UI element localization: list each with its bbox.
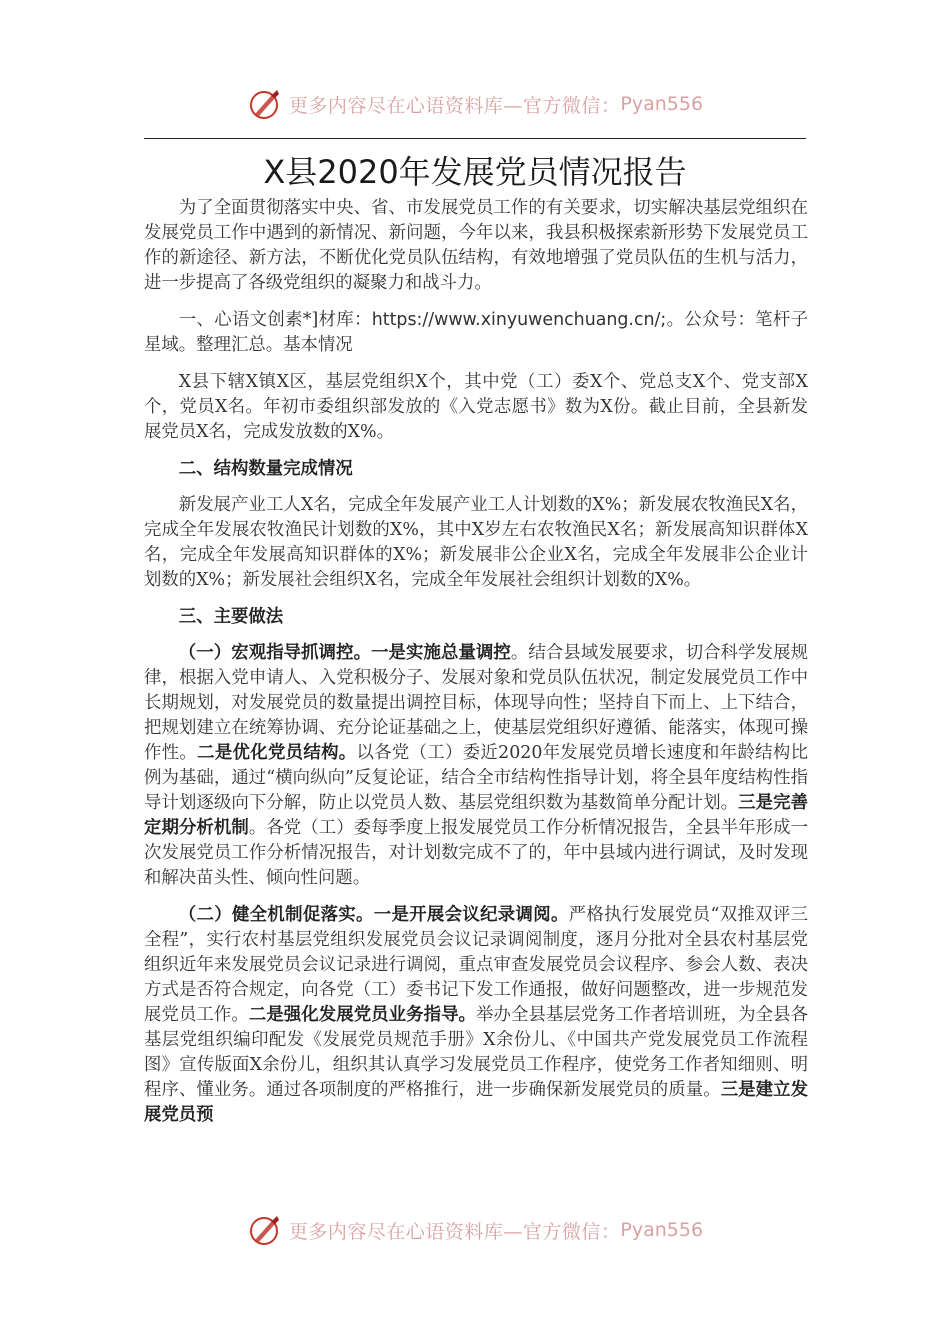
section3-heading: 三、主要做法	[178, 607, 284, 627]
p2-text-1: 严格执行发展党员“双推双评三全程”，实行农村基层党组织发展党员会议记录调阅制度，逐月分批对全县农村基层党组织近年来发展党员会议记录进行调阅，重点审查发展党员会议程序、参会人数、表决方式是否符合规定，向各党（工）委书记下发工作通报，做好问题整改，进一步规范发展党员工作。	[144, 905, 808, 1025]
p2-bold-2: 二是强化发展党员业务指导。	[248, 1005, 477, 1025]
section1-prefix: 一、心语文创素*]材库：	[178, 310, 372, 330]
brush-logo-icon	[247, 86, 283, 122]
section1-url[interactable]: https://www.xinyuwenchuang.cn/;	[371, 310, 667, 330]
p1-text-3: 。各党（工）委每季度上报发展党员工作分析情况报告，全县半年形成一次发展党员工作分析情况报告，对计划数完成不了的，年中县域内进行调试，及时发现和解决苗头性、倾向性问题。	[144, 818, 808, 888]
banner-text: 更多内容尽在心语资料库—官方微信：	[288, 94, 621, 117]
p1-text-2: 以各党（工）委近2020年发展党员增长速度和年龄结构比例为基础，通过“横向纵向”反复论证，结合全市结构性指导计划，将全县年度结构性指导计划逐级向下分解，防止以党员人数、基层党组织数为基数简单分配计划。	[144, 743, 808, 813]
section2-body: 新发展产业工人X名，完成全年发展产业工人计划数的X%；新发展农牧渔民X名，完成全年发展农牧渔民计划数的X%，其中X岁左右农牧渔民X名；新发展高知识群体X名，完成全年发展高知识群体的X%；新发展非公企业X名，完成全年发展非公企业计划数的X%；新发展社会组织X名，完成全年发展社会组织计划数的X%。	[144, 495, 808, 590]
section2-heading: 二、结构数量完成情况	[178, 459, 353, 479]
footer-banner	[0, 1210, 950, 1250]
intro-paragraph: 为了全面贯彻落实中央、省、市发展党员工作的有关要求，切实解决基层党组织在发展党员工作中遇到的新情况、新问题，今年以来，我县积极探索新形势下发展党员工作的新途径、新方法，不断优化党员队伍结构，有效地增强了党员队伍的生机与活力，进一步提高了各级党组织的凝聚力和战斗力。	[144, 198, 808, 293]
banner-text: 更多内容尽在心语资料库—官方微信：	[288, 1220, 621, 1243]
p2-bold-1: （二）健全机制促落实。一是开展会议纪录调阅。	[178, 905, 569, 925]
p1-bold-3: 三是完善定期分析机制	[144, 793, 808, 838]
section1-body: X县下辖X镇X区，基层党组织X个，其中党（工）委X个、党总支X个、党支部X个，党员X名。年初市委组织部发放的《入党志愿书》数为X份。截止目前，全县新发展党员X名，完成发放数的X%。	[144, 372, 808, 442]
p2-bold-3: 三是建立发展党员预	[144, 1080, 808, 1125]
p1-text-1: 。结合县域发展要求，切合科学发展规律，根据入党申请人、入党积极分子、发展对象和党员队伍状况，制定发展党员工作中长期规划，对发展党员的数量提出调控目标，体现导向性；坚持自下而上、上下结合，把规划建立在统筹协调、充分论证基础之上，使基层党组织好遵循、能落实，体现可操作性。	[144, 643, 808, 763]
brush-logo-icon	[247, 1212, 283, 1248]
p1-bold-2: 二是优化党员结构。	[197, 743, 357, 763]
banner-wechat-id: Pyan556	[620, 1219, 704, 1241]
p2-text-2: 举办全县基层党务工作者培训班，为全县各基层党组织编印配发《发展党员规范手册》X余份儿、《中国共产党发展党员工作流程图》宣传版面X余份儿，组织其认真学习发展党员工作程序，使党务工作者知细则、明程序、懂业务。通过各项制度的严格推行，进一步确保新发展党员的质量。	[144, 1005, 808, 1100]
p1-bold-1: （一）宏观指导抓调控。一是实施总量调控	[178, 643, 511, 663]
header-rule	[144, 138, 806, 139]
doc-body	[144, 196, 808, 1140]
banner-wechat-id: Pyan556	[620, 93, 704, 115]
section3-paragraph-2	[144, 903, 808, 1128]
section3-paragraph-1	[144, 641, 808, 891]
header-banner	[0, 84, 950, 124]
section1-suffix: 。公众号：笔杆子星域。整理汇总。基本情况	[144, 310, 808, 355]
section1-heading	[144, 308, 808, 358]
doc-title: X县2020年发展党员情况报告	[263, 153, 687, 191]
